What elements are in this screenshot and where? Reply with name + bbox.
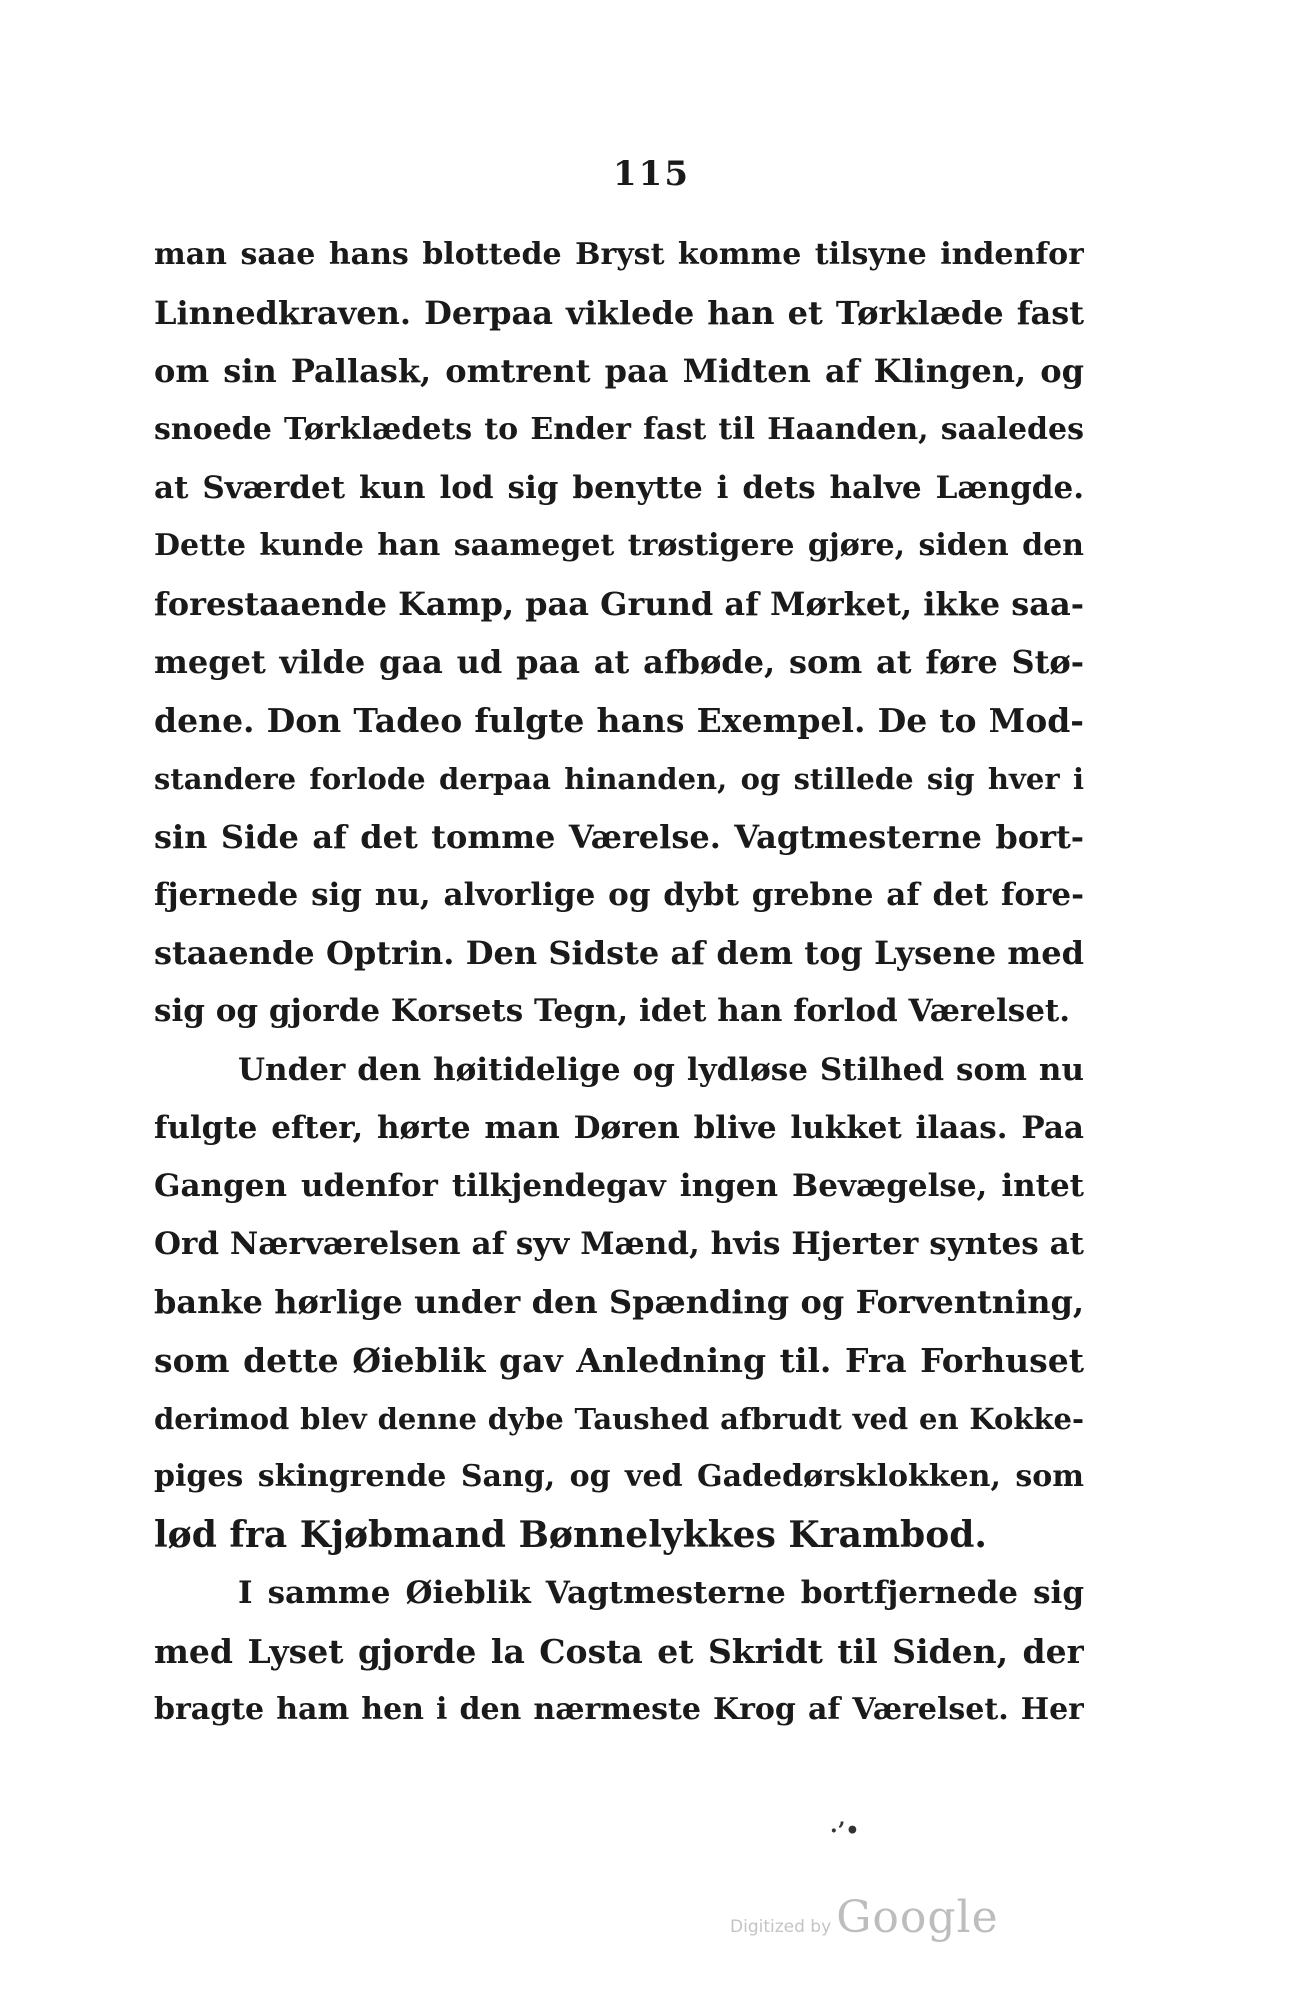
text-line: lød fra Kjøbmand Bønnelykkes Krambod. <box>154 1514 987 1557</box>
digitized-by-watermark <box>730 1892 1000 1944</box>
text-line: fulgte efter, hørte man Døren blive lukket ilaas. Paa <box>154 1109 1084 1146</box>
text-line: I samme Øieblik Vagtmesterne bortfjernede sig <box>238 1575 1084 1612</box>
text-line: sin Side af det tomme Værelse. Vagtmesterne bort- <box>154 817 1084 856</box>
text-line: dene. Don Tadeo fulgte hans Exempel. De to Mod- <box>154 700 1084 740</box>
watermark-prefix: Digitized by <box>730 1917 832 1937</box>
text-line: Gangen udenfor tilkjendegav ingen Bevægelse, intet <box>154 1168 1084 1204</box>
text-line: om sin Pallask, omtrent paa Midten af Klingen, og <box>154 352 1084 391</box>
text-line: Ord Nærværelsen af syv Mænd, hvis Hjerter syntes at <box>154 1226 1084 1263</box>
text-line: forestaaende Kamp, paa Grund af Mørket, ikke saa- <box>154 585 1084 624</box>
text-line: derimod blev denne dybe Taushed afbrudt ved en Kokke- <box>154 1401 1084 1436</box>
text-line: snoede Tørklædets to Ender fast til Haanden, saaledes <box>154 411 1084 447</box>
text-line: med Lyset gjorde la Costa et Skridt til Siden, der <box>154 1631 1084 1671</box>
text-line: sig og gjorde Korsets Tegn, idet han forlod Værelset. <box>154 993 1071 1030</box>
text-line: at Sværdet kun lod sig benytte i dets halve Længde. <box>154 469 1084 506</box>
text-line: meget vilde gaa ud paa at afbøde, som at føre Stø- <box>154 643 1084 682</box>
text-line: som dette Øieblik gav Anledning til. Fra Forhuset <box>154 1340 1084 1380</box>
google-logo: Google <box>836 1892 999 1943</box>
text-line: man saae hans blottede Bryst komme tilsyne indenfor <box>154 237 1084 272</box>
text-line: Under den høitidelige og lydløse Stilhed som nu <box>238 1051 1084 1088</box>
text-line: bragte ham hen i den nærmeste Krog af Værelset. Her <box>154 1691 1084 1727</box>
text-line: banke hørlige under den Spænding og Forventning, <box>154 1283 1084 1322</box>
text-line: standere forlode derpaa hinanden, og stillede sig hver i <box>154 761 1084 796</box>
body-text <box>154 226 1084 1739</box>
text-line: Dette kunde han saameget trøstigere gjøre, siden den <box>154 527 1084 563</box>
text-line: fjernede sig nu, alvorlige og dybt grebne af det fore- <box>154 877 1084 914</box>
text-line: Linnedkraven. Derpaa viklede han et Tørklæde fast <box>154 294 1084 333</box>
stray-mark: ·’• <box>830 1818 860 1844</box>
page-number: 115 <box>613 154 690 194</box>
text-line: piges skingrende Sang, og ved Gadedørsklokken, som <box>154 1458 1084 1494</box>
text-line: staaende Optrin. Den Sidste af dem tog Lysene med <box>154 934 1084 973</box>
